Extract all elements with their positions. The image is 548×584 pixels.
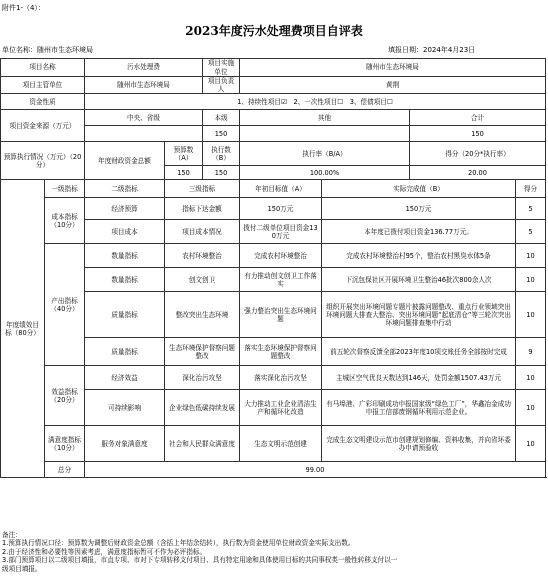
- funding-other-value: [240, 126, 410, 142]
- group-cost: 成本指标（10分）: [45, 198, 85, 244]
- mgr-unit-value: 随州市生态环境局: [85, 77, 203, 94]
- indicator-header-row: [1, 180, 546, 198]
- budget-annual-label: 年度财政资金总额: [85, 142, 165, 180]
- row-l2: 服务对象满意度: [85, 426, 165, 462]
- l3-header: 三级指标: [165, 180, 240, 198]
- score-header: 得分: [516, 180, 546, 198]
- row-actual: 完成生态文明建设示范市创建规划修编、资料收集，并向省环委办申请预验收: [322, 426, 516, 462]
- evaluation-table: [0, 58, 546, 478]
- row-score: 10: [516, 292, 546, 338]
- impl-unit-value: 随州市生态环境局: [240, 59, 546, 77]
- funding-total-value: 150: [410, 126, 546, 142]
- actual-header: 实际完成值（B）: [322, 180, 516, 198]
- row-l3: 指标下达金额: [165, 198, 240, 220]
- row-score: 10: [516, 366, 546, 390]
- budget-plan-header: 预算数（A）: [165, 142, 203, 166]
- notes-block: [2, 531, 546, 573]
- budget-label: 预算执行情况（万元）（20分）: [1, 142, 85, 180]
- owner-label: 项目负责人: [203, 77, 240, 94]
- notes-title: 备注：: [2, 531, 22, 539]
- row-l2: 数量指标: [85, 268, 165, 292]
- row-target: 强力整治突出生态环境问题: [240, 292, 322, 338]
- l1-header: 一级指标: [45, 180, 85, 198]
- row-l2: 质量指标: [85, 338, 165, 366]
- total-row: [1, 462, 546, 478]
- total-value: 99.00: [85, 462, 546, 478]
- row-l2: 经济效益: [85, 366, 165, 390]
- table-row: [1, 198, 546, 220]
- nature-value: 1、持续性项目☑ 2、一次性项目☐ 3、偿债项目☐: [85, 94, 546, 110]
- row-score: 9: [516, 338, 546, 366]
- mgr-unit-label: 项目主管单位: [1, 77, 85, 94]
- row-target: 150万元: [240, 198, 322, 220]
- owner-value: 黄荆: [240, 77, 546, 94]
- budget-exec-value: 150: [203, 166, 240, 180]
- group-output: 产出指标（40分）: [45, 244, 85, 366]
- budget-plan-value: 150: [165, 166, 203, 180]
- row-l3: 生态环境保护督察问题整改: [165, 338, 240, 366]
- fill-date: 填报日期：2024年4月23日: [388, 46, 476, 54]
- note-line: 级项目填报。: [2, 564, 42, 573]
- row-l3: 深化治污攻坚: [165, 366, 240, 390]
- note-line: 3.部门预算项目以二级项目填报，市直专项、市对下专项转移支付项目、具有特定用途和具体使用目标的共同事权类一般性转移支付以一: [2, 556, 398, 565]
- annual-goal-block-label: 年度绩效目标（80分）: [1, 180, 45, 478]
- row-l2: 项目成本: [85, 220, 165, 244]
- row-actual: 完成农村环境整治村95个，整治农村黑臭水体5条: [322, 244, 516, 268]
- row-l3: 整改突出生态环境: [165, 292, 240, 338]
- row-actual: 150万元: [322, 198, 516, 220]
- budget-score-value: 20.00: [410, 166, 546, 180]
- row-l3: 创文创卫: [165, 268, 240, 292]
- row-l2: 可持续影响: [85, 390, 165, 426]
- row-score: 10: [516, 390, 546, 426]
- page-title: 2023年度污水处理费项目自评表: [185, 24, 363, 38]
- funding-central-header: 中央、省级: [85, 110, 203, 126]
- funding-total-header: 合计: [410, 110, 546, 126]
- row-score: 10: [516, 268, 546, 292]
- project-name-row: [1, 59, 546, 77]
- row-actual: 本年度已拨付项目资金136.77万元。: [322, 220, 516, 244]
- attachment-label: 附件1-（4）：: [2, 4, 45, 12]
- note-line: 2.由于经济性和必要性等因素考虑，满意度指标暂可不作为必评指标。: [2, 547, 207, 556]
- row-target: 大力推动工业企业清洁生产和循环化改造: [240, 390, 322, 426]
- row-target: 落实生态环境保护督察问题整改: [240, 338, 322, 366]
- budget-rate-header: 执行率（B/A）: [240, 142, 410, 166]
- row-l2: 质量指标: [85, 292, 165, 338]
- row-l3: 企业绿色低碳持续发展: [165, 390, 240, 426]
- row-l3: 项目成本情况: [165, 220, 240, 244]
- note-line: 1.预算执行情况口径：预算数为调整后财政资金总额（含括上年结余结转），执行数为资金使用单位财政资金实际支出数。: [2, 539, 355, 548]
- row-actual: 有马埠港、广彩印刷成功申报国家级“绿色工厂”，华鑫冶金成功申报工信部废钢循环利用示范企业。: [322, 390, 516, 426]
- total-label: 总分: [45, 462, 85, 478]
- budget-header-row: [1, 142, 546, 166]
- row-score: 5: [516, 220, 546, 244]
- funding-label: 项目资金来源（万元）: [1, 110, 85, 142]
- row-l2: 数量指标: [85, 244, 165, 268]
- row-actual: 主城区空气优良天数达到146天，处罚金额1507.43万元: [322, 366, 516, 390]
- impl-unit-label: 项目实施单位: [203, 59, 240, 77]
- nature-row: [1, 94, 546, 110]
- nature-label: 资金性质: [1, 94, 85, 110]
- row-target: 落实深化治污攻坚: [240, 366, 322, 390]
- project-name-label: 项目名称: [1, 59, 85, 77]
- row-target: 拨付二级单位项目资金130万元: [240, 220, 322, 244]
- budget-rate-value: 100.00%: [240, 166, 410, 180]
- row-actual: 下沉包保社区开展环境卫生整治46批次800余人次: [322, 268, 516, 292]
- budget-score-header: 得分（20分*执行率）: [410, 142, 546, 166]
- funding-header-row: [1, 110, 546, 126]
- group-benefit: 效益指标（20分）: [45, 366, 85, 426]
- funding-other-header: 其他: [240, 110, 410, 126]
- funding-central-value: [85, 126, 203, 142]
- table-row: [1, 426, 546, 462]
- row-target: 有力推动创文创卫工作落实: [240, 268, 322, 292]
- row-l3: 农村环境整治: [165, 244, 240, 268]
- funding-city-header: 本级: [203, 110, 240, 126]
- l2-header: 二级指标: [85, 180, 165, 198]
- table-row: [1, 244, 546, 268]
- row-score: 10: [516, 244, 546, 268]
- row-target: 完成农村环境整治: [240, 244, 322, 268]
- unit-name: 单位名称：随州市生态环境局: [2, 46, 93, 54]
- group-satisfaction: 满意度指标（10分）: [45, 426, 85, 462]
- project-name-value: 污水处理费: [85, 59, 203, 77]
- funding-city-value: 150: [203, 126, 240, 142]
- budget-exec-header: 执行数（B）: [203, 142, 240, 166]
- row-actual: 组织开展突出环境问题专题片披露问题整改、重点行业领域突出环境问题大排查大整治、突出环境问题“起底清仓”等三轮次突出环境问题排查集中行动: [322, 292, 516, 338]
- row-score: 10: [516, 426, 546, 462]
- table-row: [1, 366, 546, 390]
- row-l3: 社会和人民群众满意度: [165, 426, 240, 462]
- target-header: 年初目标值（A）: [240, 180, 322, 198]
- row-score: 5: [516, 198, 546, 220]
- mgr-unit-row: [1, 77, 546, 94]
- row-l2: 经济预算: [85, 198, 165, 220]
- row-target: 生态文明示范创建: [240, 426, 322, 462]
- row-actual: 前五轮次督察反馈全部2023年度10项交账任务全部按时完成: [322, 338, 516, 366]
